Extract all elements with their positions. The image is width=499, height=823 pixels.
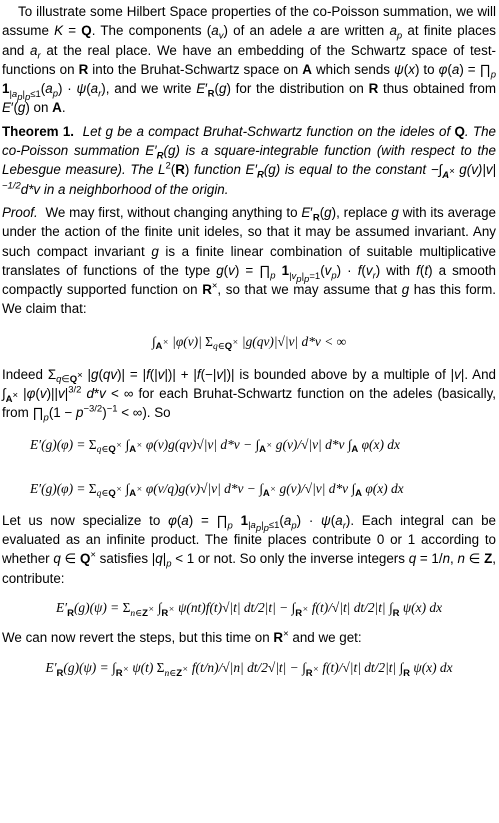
theorem-label: Theorem 1. bbox=[2, 123, 75, 139]
equation-real-2: $E'_R(g)(\psi) = \int_{R^\times}$ ψ(t) $\Sigma_{n\in Z^\times}$ f(t/n)/√|n| $dt/2√|t| - \int_{R^\times}$ f(t)/√|t| dt/2|t| $\int_R$ ψ(x) dx bbox=[45, 660, 453, 679]
paragraph-indeed: Indeed $\Sigma_{q\in Q^\times}$ |g(qv)| = |f(|v|)| + |f(−|v|)| is bounded above by a multiple of |v|. And $\int_{A^\times}$ $|\varphi(v)||v|^{3/2}$ d*v < ∞ for each Bruhat-Schwartz function on the adeles (basically, from $\prod_p(1 - p^{-3/2})^{-1}$ < ∞). So bbox=[2, 366, 496, 425]
equation-expansion-1: $E'(g)(\varphi) = \Sigma_{q\in Q^\times}$ $\int_{A^\times}$ φ(v)g(qv)√|v| $d*v - \int_{A^\times}$ g(v)/√|v| d*v $\int_A$ φ(x) dx bbox=[30, 436, 400, 456]
paragraph-intro: To illustrate some Hilbert Space properties of the co-Poisson summation, we will assume K = Q. The components $(a_v)$ of an adele a are written $a_p$ at finite places and $a_r$ at the real place. We have an embedding of the Schwartz space of test-functions on R into the Bruhat-Schwartz space on A which sends ψ(x) to $\varphi(a) = \prod_p$ $1_{|a_p|_p\le 1}(a_p) \cdot \psi(a_r)$, and we write $E'_R(g)$ for the distribution on R thus obtained from E′(g) on A. bbox=[2, 4, 497, 116]
theorem-1: Theorem 1. Let g be a compact Bruhat-Schwartz function on the ideles of Q. The co-Poisson summation $E'_R(g)$ is a square-integrable function (with respect to the Lebesgue measure). The $L^2(R)$ function $E'_R(g)$ is equal to the constant $-\int_{A^\times}$ $g(v)|v|^{-1/2}d*v$ in a neighborhood of the origin. bbox=[2, 123, 496, 197]
paragraph-specialize: Let us now specialize to $\varphi(a) = \prod_p$ $1_{|a_p|_p\le 1}(a_p) \cdot \psi(a_r)$. Each integral can be evaluated as an infinite product. The finite places contribute 0 or 1 according to whether q ∈ Q× satisfies $|q|_p < 1$ or not. So only the inverse integers q = 1/n, n ∈ Z, contribute: bbox=[2, 512, 497, 586]
equation-expansion-2: $E'(g)(\varphi) = \Sigma_{q\in Q^\times}$ $\int_{A^\times}$ φ(v/q)g(v)√|v| $d*v - \int_{A^\times}$ g(v)/√|v| d*v $\int_A$ φ(x) dx bbox=[30, 480, 404, 500]
proof-paragraph-1: Proof. We may first, without changing anything to $E'_R(g)$, replace g with its average under the action of the finite unit ideles, so that it may be assumed invariant. Any such compact invariant g is a finite linear combination of suitable multiplicative translates of functions of the type $g(v) = \prod_p$ $1_{|v_p|_p=1}(v_p) \cdot f(v_r)$ with f(t) a smooth compactly supported function on R×, so that we may assume that g has this form. We claim that: bbox=[2, 204, 497, 317]
proof-label: Proof. bbox=[2, 204, 38, 220]
equation-real-1: $E'_R(g)(\psi) = \Sigma_{n\in Z^\times}$ $\int_{R^\times}$ ψ(nt)f(t)√|t| $dt/2|t| - \int_{R^\times}$ f(t)/√|t| dt/2|t| $\int_R$ ψ(x) dx bbox=[55, 599, 443, 619]
paragraph-revert: We can now revert the steps, but this time on R× and we get: bbox=[2, 628, 362, 645]
equation-claim: $\int_{A^\times}$ |φ(v)| $\Sigma_{q\in Q^\times}$ |g(qv)|√|v| d*v < ∞ bbox=[151, 333, 347, 353]
